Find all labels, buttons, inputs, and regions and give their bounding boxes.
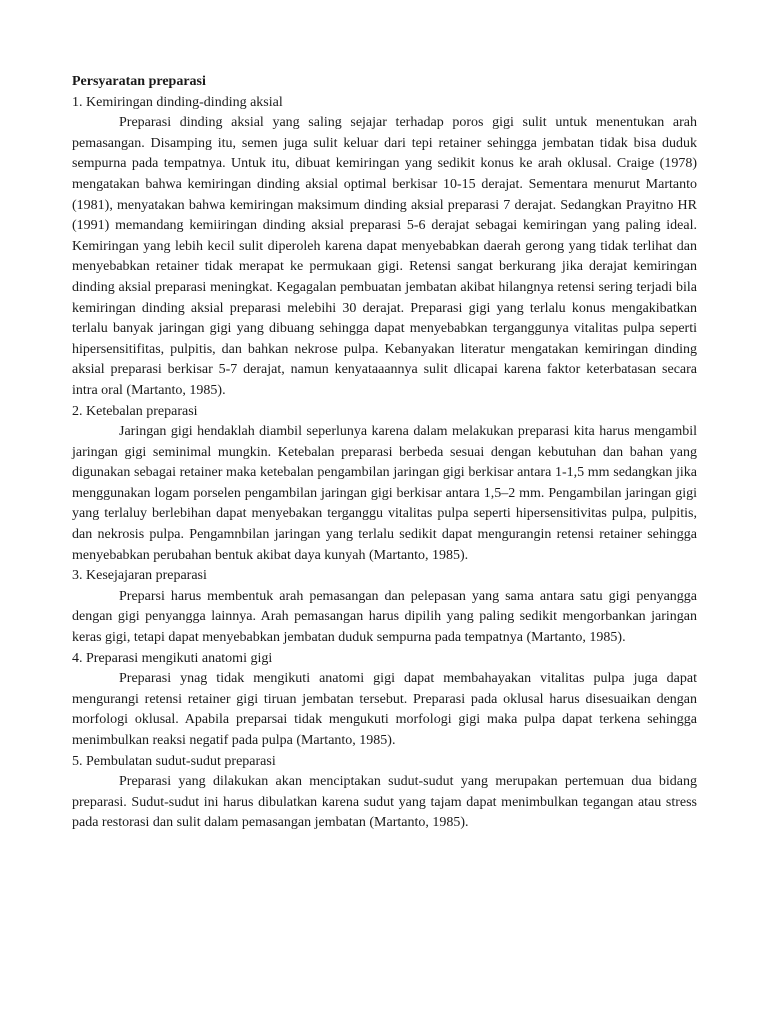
section-body-2: Jaringan gigi hendaklah diambil seperlunya karena dalam melakukan preparasi kita harus mengambil jaringan gigi seminimal mungkin. Ketebalan preparasi berbeda sesuai dengan kebutuhan dan bahan yang digunakan sebagai retainer maka ketebalan pengambilan jaringan gigi berkisar antara 1-1,5 mm sedangkan jika menggunakan logam porselen pengambilan jaringan gigi berkisar antara 1,5–2 mm. Pengambilan jaringan gigi yang terlaluy berlebihan dapat menyebakan terganggu vitalitas pulpa seperti hipersensitivitas pulpa, pulpitis, dan nekrosis pulpa. Pengamnbilan jaringan yang terlalu sedikit dapat mengurangin retensi retainer sehingga menyebabkan perubahan bentuk akibat daya kunyah (Martanto, 1985). [72,424,697,563]
section-body-3: Preparsi harus membentuk arah pemasangan dan pelepasan yang sama antara satu gigi penyangga dengan gigi penyangga lainnya. Arah pemasangan harus dipilih yang paling sedikit mengorbankan jaringan keras gigi, tetapi dapat menyebabkan jembatan duduk sempurna pada tempatnya (Martanto, 1985). [72,588,697,646]
section-heading-1: 1. Kemiringan dinding-dinding aksial [72,94,283,110]
section-heading-3: 3. Kesejajaran preparasi [72,568,207,584]
document-title: Persyaratan preparasi [72,74,206,89]
section-heading-5: 5. Pembulatan sudut-sudut preparasi [72,753,276,769]
section-body-5: Preparasi yang dilakukan akan menciptakan sudut-sudut yang merupakan pertemuan dua bidang preparasi. Sudut-sudut ini harus dibulatkan karena sudut yang tajam dapat menimbulkan tegangan atau stress pada restorasi dan sulit dalam pemasangan jembatan (Martanto, 1985). [72,774,697,831]
section-body-1: Preparasi dinding aksial yang saling sejajar terhadap poros gigi sulit untuk menentukan arah pemasangan. Disamping itu, semen juga sulit keluar dari tepi retainer sehingga jembatan tidak bisa duduk sempurna pada tempatnya. Untuk itu, dibuat kemiringan yang sedikit konus ke arah oklusal. Craige (1978) mengatakan bahwa kemiringan dinding aksial optimal berkisar 10-15 derajat. Sementara menurut Martanto (1981), menyatakan bahwa kemiringan maksimum dinding aksial preparasi 7 derajat. Sedangkan Prayitno HR (1991) memandang kemiiringan dinding aksial preparasi 5-6 derajat sebagai kemiringan yang paling ideal. Kemiringan yang lebih kecil sulit diperoleh karena dapat menyebabkan daerah gerong yang tidak terlihat dan menyebabkan retainer tidak merapat ke permukaan gigi. Retensi sangat berkurang jika derajat kemiringan dinding aksial preparasi meningkat. Kegagalan pembuatan jembatan akibat hilangnya retensi sering terjadi bila kemiringan dinding aksial preparasi melebihi 30 derajat. Preparasi gigi yang terlalu konus mengakibatkan terlalu banyak jaringan gigi yang dibuang sehingga dapat menyebabkan terganggunya vitalitas pulpa seperti hipersensitifitas, pulpitis, dan bahkan nekrose pulpa. Kebanyakan literatur mengatakan kemiringan dinding aksial preparasi berkisar 5-7 derajat, namun kenyataaannya sulit dlicapai karena faktor keterbatasan secara intra oral (Martanto, 1985). [72,115,697,398]
section-heading-2: 2. Ketebalan preparasi [72,403,198,419]
section-heading-4: 4. Preparasi mengikuti anatomi gigi [72,650,273,666]
section-body-4: Preparasi ynag tidak mengikuti anatomi gigi dapat membahayakan vitalitas pulpa juga dapat mengurangi retensi retainer gigi tiruan jembatan tersebut. Preparasi pada oklusal harus disesuaikan dengan morfologi oklusal. Apabila preparsai tidak mengukuti morfologi gigi maka pulpa dapat terkena sehingga menimbulkan reaksi negatif pada pulpa (Martanto, 1985). [72,671,697,748]
document-page [72,72,697,834]
